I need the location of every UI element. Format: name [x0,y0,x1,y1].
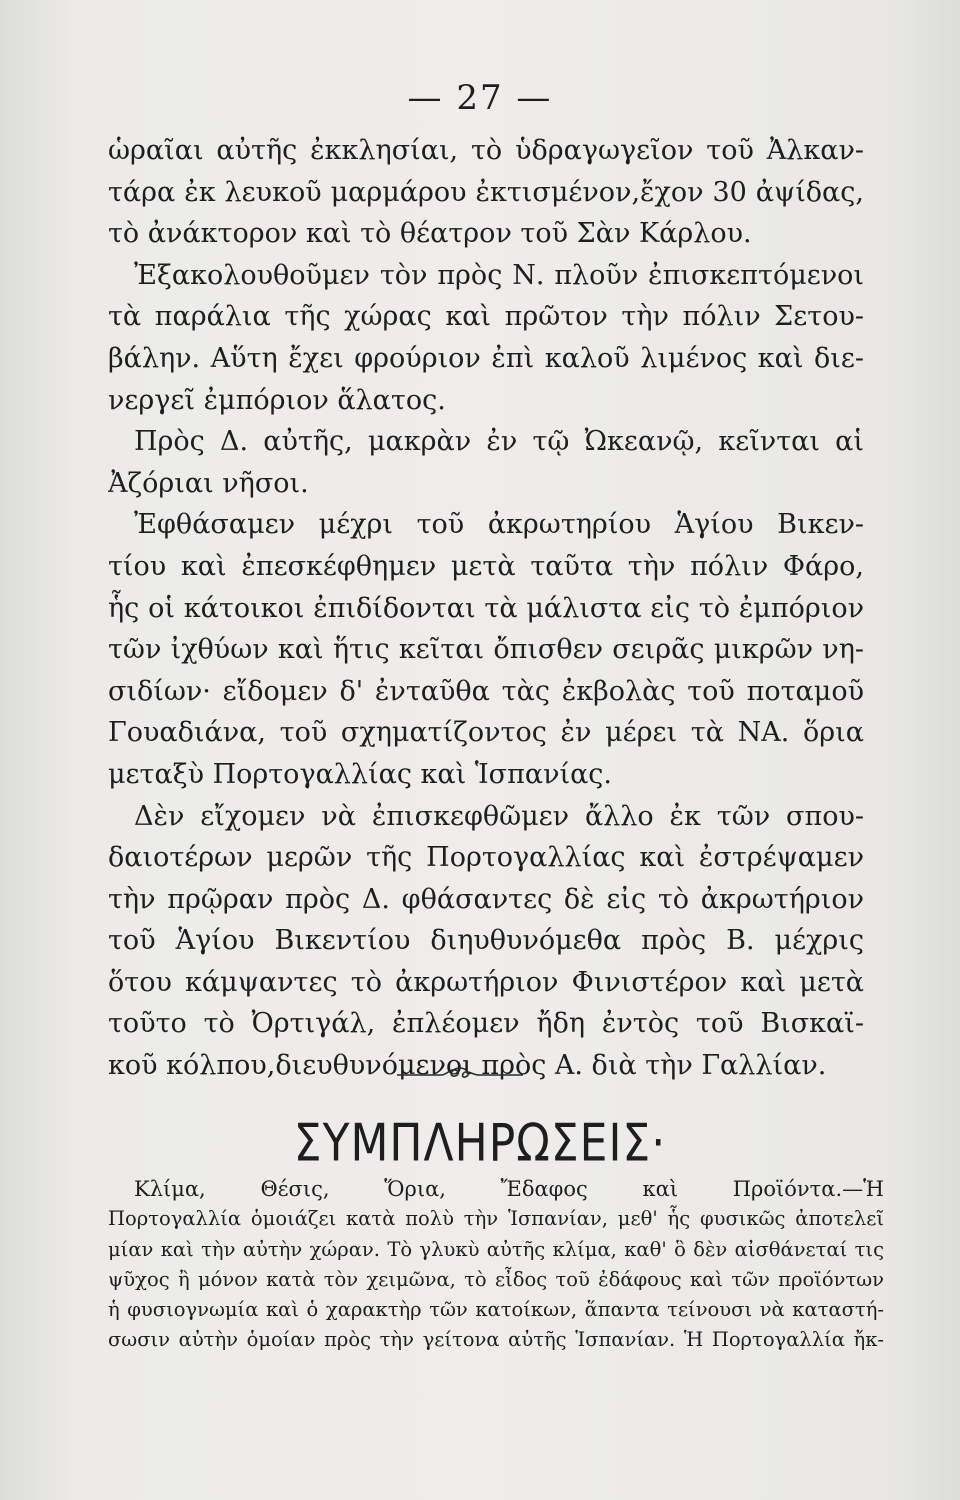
text-line: Ἀζόριαι νῆσοι. [108,467,309,499]
text-line: ἧς οἱ κάτοικοι ἐπιδίδονται τὰ μάλιστα εἰς τὸ ἐμπόριον [108,592,864,624]
text-line: Ἐξακολουθοῦμεν τὸν πρὸς Ν. πλοῦν ἐπισκεπτόμενοι [134,259,864,291]
supplement-line: ψῦχος ἢ μόνον κατὰ τὸν χειμῶνα, τὸ εἶδος τοῦ ἐδάφους καὶ τῶν προϊόντων [108,1267,884,1291]
text-line: τοῦτο τὸ Ὀρτιγάλ, ἐπλέομεν ἤδη ἐντὸς τοῦ Βισκαϊ- [108,1008,864,1040]
page-number: — 27 — [407,78,553,118]
main-text [108,130,864,1087]
text-line: ὅτου κάμψαντες τὸ ἀκρωτήριον Φινιστέρον καὶ μετὰ [108,966,864,998]
section-title: ΣΥΜΠΛΗΡΩΣΕΙΣ· [293,1113,667,1174]
text-line: βάλην. Αὕτη ἔχει φρούριον ἐπὶ καλοῦ λιμένος καὶ διε- [108,342,864,374]
supplement-line: μίαν καὶ τὴν αὐτὴν χώραν. Τὸ γλυκὺ αὐτῆς κλίμα, καθ' ὃ δὲν αἰσθάνεταί τις [108,1237,884,1261]
supplement-line: Κλίμα, Θέσις, Ὅρια, Ἔδαφος καὶ Προϊόντα.—Ἡ [134,1177,884,1201]
text-line: τὰ παράλια τῆς χώρας καὶ πρῶτον τὴν πόλιν Σετου- [108,301,864,333]
supplement-line: σωσιν αὐτὴν ὁμοίαν πρὸς τὴν γείτονα αὐτῆς Ἱσπανίαν. Ἡ Πορτογαλλία ἤκ- [108,1328,884,1352]
supplement-text [108,1174,884,1356]
ornament-divider [395,1062,525,1086]
text-line: τίου καὶ ἐπεσκέφθημεν μετὰ ταῦτα τὴν πόλιν Φάρο, [108,550,864,582]
text-line: δαιοτέρων μερῶν τῆς Πορτογαλλίας καὶ ἐστρέψαμεν [108,842,864,874]
text-line: τοῦ Ἁγίου Βικεντίου διηυθυνόμεθα πρὸς Β. μέχρις [108,925,864,957]
text-line: νεργεῖ ἐμπόριον ἅλατος. [108,384,446,416]
text-line: ὡραῖαι αὐτῆς ἐκκλησίαι, τὸ ὑδραγωγεῖον τοῦ Ἀλκαν- [108,135,864,166]
supplement-line: ἡ φυσιογνωμία καὶ ὁ χαρακτὴρ τῶν κατοίκων, ἅπαντα τείνουσι νὰ καταστή- [108,1298,884,1322]
text-line: τὸ ἀνάκτορον καὶ τὸ θέατρον τοῦ Σὰν Κάρλου. [108,218,752,250]
text-line: μεταξὺ Πορτογαλλίας καὶ Ἱσπανίας. [108,758,613,790]
text-line: Πρὸς Δ. αὐτῆς, μακρὰν ἐν τῷ Ὠκεανῷ, κεῖνται αἱ [134,426,864,458]
text-line: σιδίων· εἴδομεν δ' ἐνταῦθα τὰς ἐκβολὰς τοῦ ποταμοῦ [108,675,864,707]
text-line: Γουαδιάνα, τοῦ σχηματίζοντος ἐν μέρει τὰ ΝΑ. ὅρια [108,717,864,749]
supplement-line: Πορτογαλλία ὁμοιάζει κατὰ πολὺ τὴν Ἱσπανίαν, μεθ' ἧς φυσικῶς ἀποτελεῖ [108,1207,884,1231]
text-line: Δὲν εἴχομεν νὰ ἐπισκεφθῶμεν ἄλλο ἐκ τῶν σπου- [134,800,864,832]
text-line: τάρα ἐκ λευκοῦ μαρμάρου ἐκτισμένον,ἔχον 30 ἀψίδας, [108,176,864,208]
text-line: τῶν ἰχθύων καὶ ἥτις κεῖται ὄπισθεν σειρᾶς μικρῶν νη- [108,634,864,666]
text-line: Ἐφθάσαμεν μέχρι τοῦ ἀκρωτηρίου Ἁγίου Βικεν- [134,509,864,541]
text-line: τὴν πρῷραν πρὸς Δ. φθάσαντες δὲ εἰς τὸ ἀκρωτήριον [108,883,864,915]
text-line: κοῦ κόλπου,διευθυνόμενοι πρὸς Α. διὰ τὴν Γαλλίαν. [108,1050,827,1082]
